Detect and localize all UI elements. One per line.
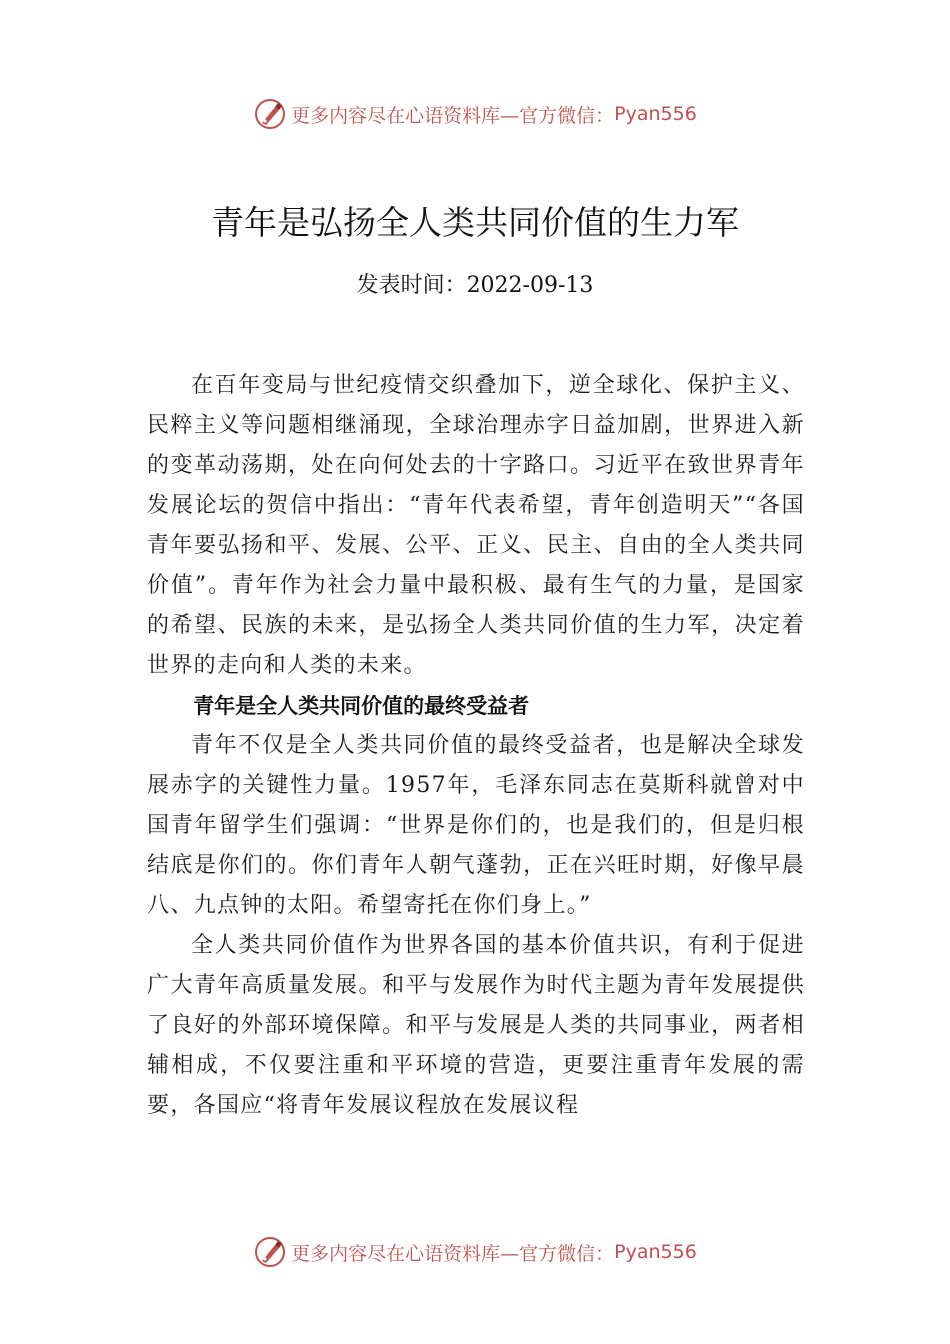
publish-date: 发表时间：2022-09-13 [356, 273, 594, 298]
footer-banner-wechat-id: Pyan556 [614, 1241, 697, 1263]
section-paragraph-1: 青年不仅是全人类共同价值的最终受益者，也是解决全球发展赤字的关键性力量。1957年，毛泽东同志在莫斯科就曾对中国青年留学生们强调：“世界是你们的，也是我们的，但是归根结底是你们的。你们青年人朝气蓬勃，正在兴旺时期，好像早晨八、九点钟的太阳。希望寄托在你们身上。” [147, 733, 805, 918]
footer-banner-text: 更多内容尽在心语资料库—官方微信： [291, 1242, 615, 1265]
section-paragraph-2: 全人类共同价值作为世界各国的基本价值共识，有利于促进广大青年高质量发展。和平与发展作为时代主题为青年发展提供了良好的外部环境保障。和平与发展是人类的共同事业，两者相辅相成，不仅要注重和平环境的营造，更要注重青年发展的需要，各国应“将青年发展议程放在发展议程 [147, 933, 805, 1118]
header-banner-text: 更多内容尽在心语资料库—官方微信： [291, 104, 615, 127]
pen-nib-logo-icon [253, 1235, 287, 1269]
pen-nib-logo-icon [253, 97, 287, 131]
intro-paragraph: 在百年变局与世纪疫情交织叠加下，逆全球化、保护主义、民粹主义等问题相继涌现，全球治理赤字日益加剧，世界进入新的变革动荡期，处在向何处去的十字路口。习近平在致世界青年发展论坛的贺信中指出：“青年代表希望，青年创造明天”“各国青年要弘扬和平、发展、公平、正义、民主、自由的全人类共同价值”。青年作为社会力量中最积极、最有生气的力量，是国家的希望、民族的未来，是弘扬全人类共同价值的生力军，决定着世界的走向和人类的未来。 [147, 373, 805, 678]
header-banner [0, 94, 950, 134]
article-body [147, 366, 805, 1126]
footer-banner [0, 1232, 950, 1272]
header-banner-wechat-id: Pyan556 [614, 103, 697, 125]
article-title: 青年是弘扬全人类共同价值的生力军 [211, 203, 739, 242]
section-heading: 青年是全人类共同价值的最终受益者 [193, 694, 530, 718]
